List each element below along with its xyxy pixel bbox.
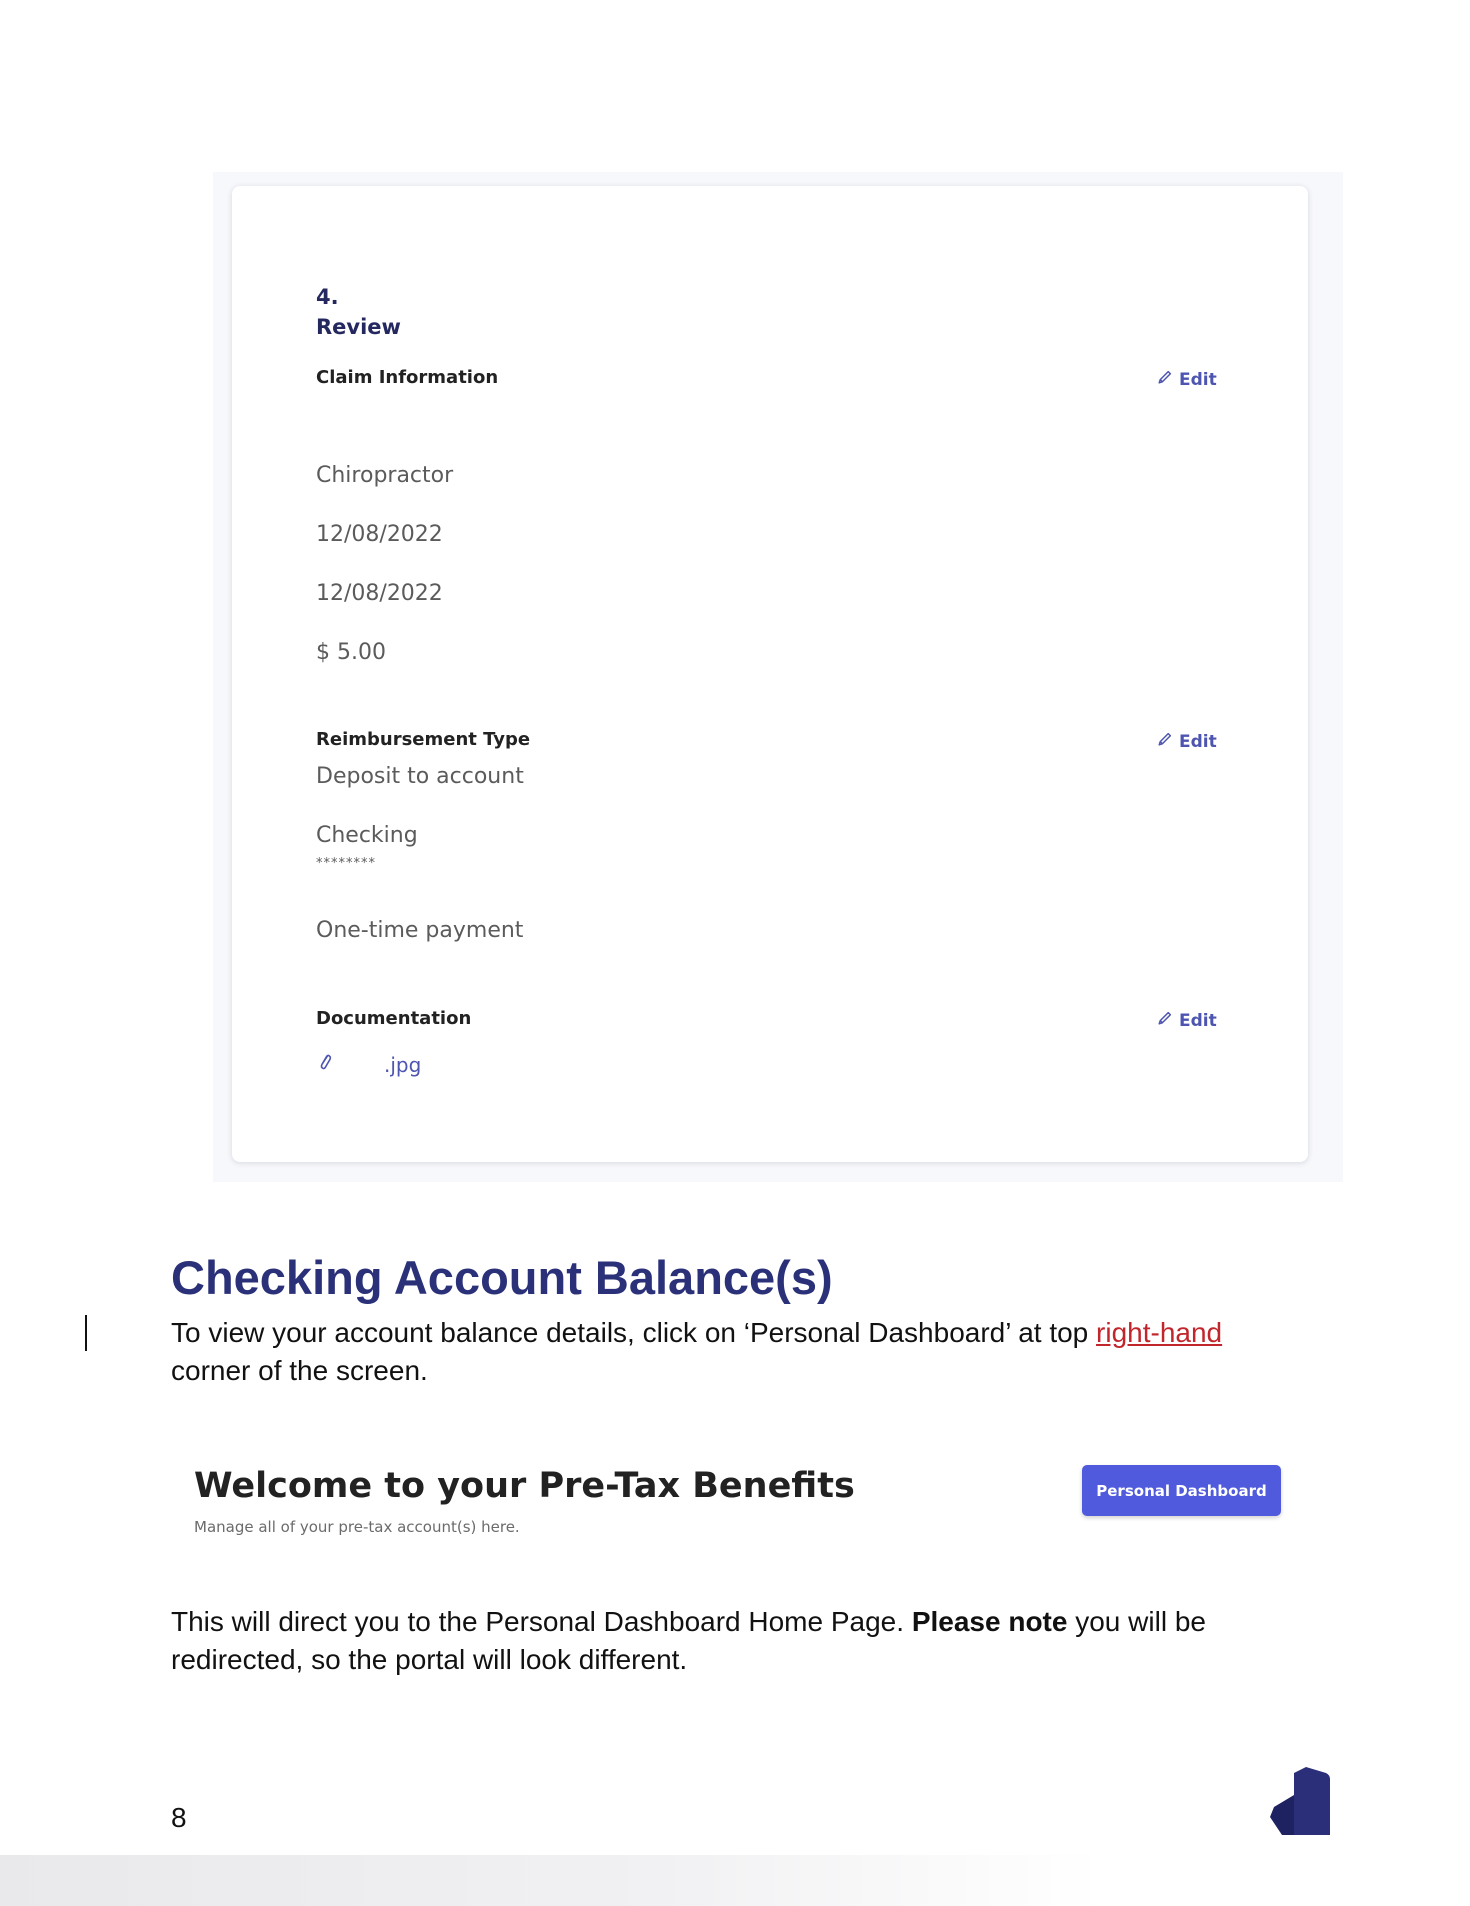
claim-information-label: Claim Information (316, 367, 499, 388)
account-number-masked: ******** (316, 856, 376, 871)
edit-label: Edit (1179, 370, 1217, 390)
step-title: Review (316, 315, 401, 339)
attachment-row[interactable] (316, 1051, 421, 1078)
page-number: 8 (171, 1802, 187, 1833)
redirect-note-paragraph (171, 1603, 1291, 1679)
pencil-icon (1156, 1010, 1173, 1032)
claim-information-edit-link[interactable] (1156, 369, 1217, 391)
paperclip-icon (316, 1051, 334, 1078)
please-note-bold: Please note (911, 1606, 1068, 1637)
right-hand-link[interactable]: right-hand (1096, 1317, 1223, 1348)
review-card (232, 186, 1308, 1162)
instruction-text-end: corner of the screen. (171, 1355, 428, 1386)
reimbursement-type-edit-link[interactable] (1156, 731, 1217, 753)
claim-amount: $ 5.00 (316, 640, 386, 665)
welcome-subtitle: Manage all of your pre-tax account(s) here. (194, 1518, 520, 1536)
documentation-label: Documentation (316, 1008, 472, 1029)
personal-dashboard-button[interactable]: Personal Dashboard (1082, 1465, 1281, 1516)
brand-logo-icon (1264, 1765, 1336, 1837)
welcome-title: Welcome to your Pre-Tax Benefits (194, 1466, 855, 1506)
attachment-file-name[interactable]: .jpg (384, 1052, 422, 1077)
pencil-icon (1156, 731, 1173, 753)
instruction-text-start: To view your account balance details, click on ‘Personal Dashboard’ at top (171, 1317, 1097, 1348)
section-heading: Checking Account Balance(s) (171, 1251, 833, 1304)
reimbursement-method: Deposit to account (316, 764, 524, 789)
welcome-banner-screenshot (172, 1440, 1292, 1560)
claim-service-type: Chiropractor (316, 463, 454, 488)
account-type: Checking (316, 823, 418, 848)
instruction-paragraph (171, 1314, 1291, 1390)
payment-frequency: One-time payment (316, 918, 524, 943)
text-cursor (85, 1315, 87, 1351)
claim-end-date: 12/08/2022 (316, 581, 443, 606)
pencil-icon (1156, 369, 1173, 391)
documentation-edit-link[interactable] (1156, 1010, 1217, 1032)
edit-label: Edit (1179, 1011, 1217, 1031)
step-number: 4. (316, 285, 339, 309)
page-bottom-shadow (0, 1855, 1470, 1906)
reimbursement-type-label: Reimbursement Type (316, 729, 531, 750)
redirect-text-end: you will be redirected, so the portal will look different. (171, 1606, 1206, 1675)
review-screenshot (213, 172, 1343, 1182)
redirect-text-start: This will direct you to the Personal Dashboard Home Page. (171, 1606, 912, 1637)
edit-label: Edit (1179, 732, 1217, 752)
claim-start-date: 12/08/2022 (316, 522, 443, 547)
